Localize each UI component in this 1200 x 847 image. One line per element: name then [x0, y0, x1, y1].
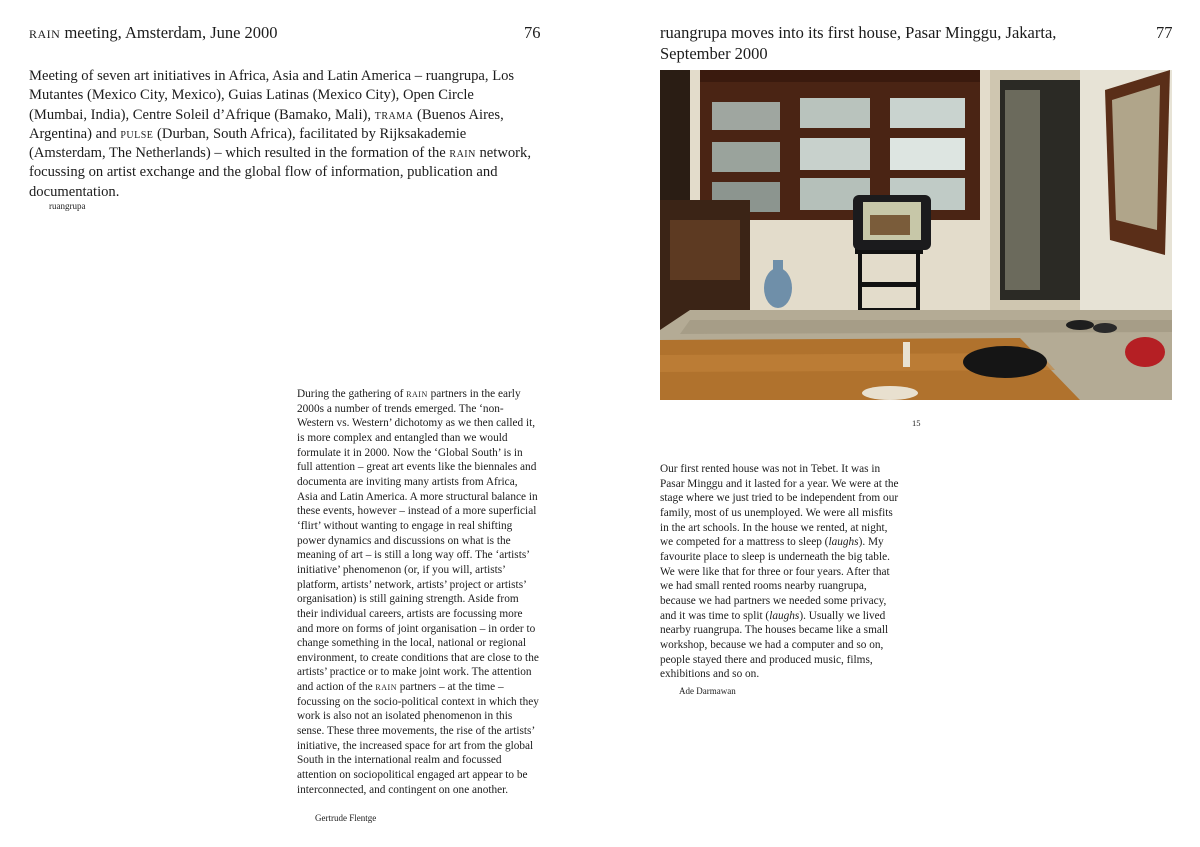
- quote-attribution: Ade Darmawan: [679, 686, 736, 696]
- left-page-number: 76: [524, 23, 541, 42]
- intro-paragraph: Meeting of seven art initiatives in Africa, Asia and Latin America – ruangrupa, Los Mutantes (Mexico City, Mexico), Guias Latinas (Mexico City), Open Circle (Mumbai, India), Centre Soleil d’Afrique (Bamako, Mali), trama (Buenos Aires, Argentina) and pulse (Durban, South Africa), facilitated by Rijksakademie (Amsterdam, The Netherlands) – which resulted in the formation of the rain network, focussing on artist exchange and the global flow of information, publication and documentation.: [29, 68, 531, 200]
- photo-interior-room: [660, 70, 1172, 400]
- left-page-title: rain meeting, Amsterdam, June 2000: [29, 23, 278, 42]
- essay-attribution: Gertrude Flentge: [315, 813, 377, 823]
- right-page-number: 77: [1156, 23, 1173, 42]
- intro-attribution: ruangrupa: [49, 201, 86, 211]
- room-illustration: [660, 70, 1172, 400]
- essay-paragraph: During the gathering of rain partners in the early 2000s a number of trends emerged. The ‘non-Western vs. Western’ dichotomy as we then called it, is more complex and entangled than we would formulate it in 2000. Now the ‘Global South’ is in full attention – great art events like the biennales and documenta are inviting many artists from Africa, Asia and Latin America. A more structural balance in these events, however – instead of a more superficial ‘flirt’ without wanting to engage in real shifting power dynamics and discussions on what is the meaning of art – is still a long way off. The ‘artists’ initiative’ phenomenon (or, if you will, artists’ platform, artists’ network, artists’ project or artists’ organisation) is still gaining strength. Aside from their individual careers, artists are focussing more and more on forms of joint organisation – in order to change something in the local, national or regional environment, to create conditions that are close to the artists’ practice or to make joint work. The attention and action of the rain partners – at the time – focussing on the socio-political context in which they work is also not an isolated phenomenon in this sense. These three movements, the rise of the artists’ initiative, the increased space for art from the global South in the international realm and focussed attention on sociopolitical engaged art appear to be interconnected, and contingent on one another.: [297, 388, 539, 796]
- right-page-title: ruangrupa moves into its first house, Pasar Minggu, Jakarta, September 2000: [660, 23, 1057, 63]
- figure-number: 15: [912, 418, 921, 428]
- quote-paragraph: Our first rented house was not in Tebet. It was in Pasar Minggu and it lasted for a year. We were at the stage where we just tried to be independent from our family, most of us unemployed. We were all misfits in the art schools. In the house we rented, at night, we competed for a mattress to sleep (laughs). My favourite place to sleep is underneath the big table. We were like that for three or four years. After that we had small rented rooms nearby ruangrupa, because we had partners we needed some privacy, and it was time to split (laughs). Usually we lived nearby ruangrupa. The houses became like a small workshop, because we had a computer and so on, people stayed there and produced music, films, exhibitions and so on.: [660, 463, 899, 681]
